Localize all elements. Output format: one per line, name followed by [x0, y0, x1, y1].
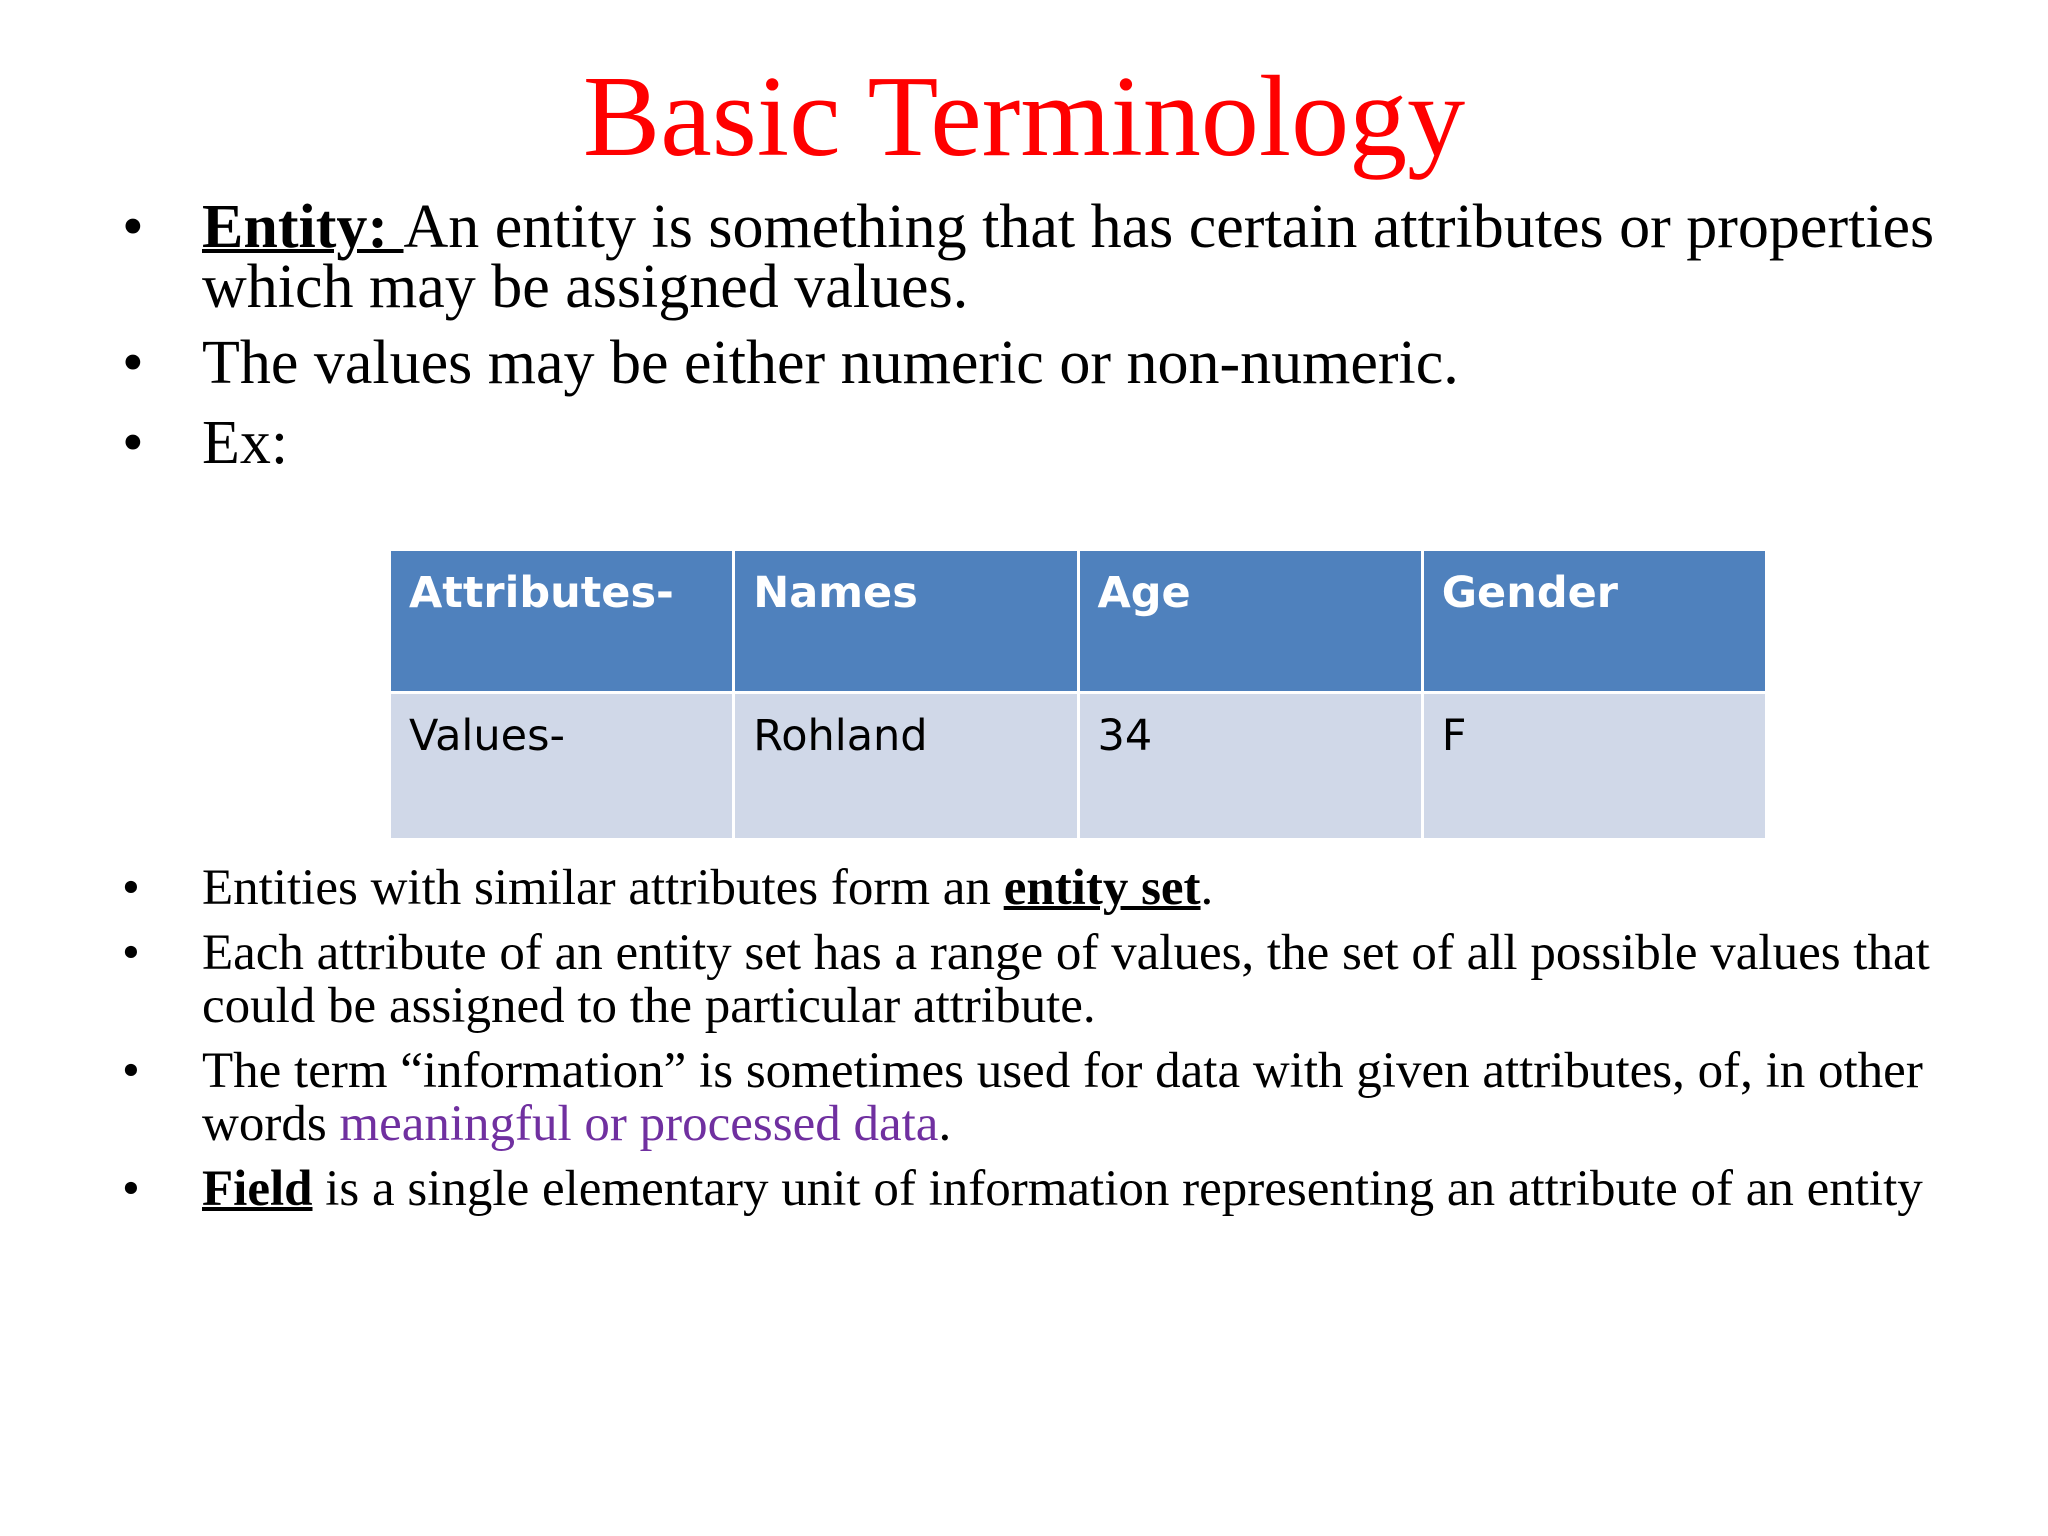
bullet-dot: • [122, 329, 144, 397]
bullet-entity-set [0, 862, 2048, 915]
bullet-information [0, 1045, 2048, 1151]
term-field: Field [202, 1161, 313, 1217]
table-cell: Rohland [734, 693, 1078, 840]
example-table-container [388, 548, 1768, 838]
example-label: Ex: [202, 409, 289, 477]
slide-title: Basic Terminology [582, 53, 1466, 181]
bullet-dot: • [122, 409, 144, 477]
table-cell: 34 [1078, 693, 1422, 840]
attribute-range-text: Each attribute of an entity set has a range of values, the set of all possible values that could be assigned to the particular attribute. [202, 925, 1930, 1034]
bullet-values-type [0, 329, 2048, 397]
entity-definition-text: An entity is something that has certain attributes or properties which may be assigned values. [202, 193, 1935, 321]
term-entity: Entity: [202, 193, 404, 261]
bullet-dot: • [122, 1161, 140, 1217]
entity-set-text-after: . [1200, 860, 1214, 916]
entity-set-text-before: Entities with similar attributes form an [202, 860, 1004, 916]
bullet-list-bottom [0, 862, 2048, 1228]
table-header-cell: Names [734, 550, 1078, 693]
bullet-list-top [0, 193, 2048, 489]
values-type-text: The values may be either numeric or non-numeric. [202, 329, 1459, 397]
table-row [390, 693, 1767, 840]
bullet-field [0, 1163, 2048, 1216]
term-entity-set: entity set [1003, 860, 1201, 916]
bullet-entity-definition [0, 193, 2048, 321]
example-table [388, 548, 1768, 841]
field-definition-text: is a single elementary unit of information representing an attribute of an entity [312, 1161, 1923, 1217]
table-header-row [390, 550, 1767, 693]
bullet-dot: • [122, 925, 140, 981]
table-header-cell: Gender [1422, 550, 1766, 693]
bullet-attribute-range [0, 927, 2048, 1033]
bullet-dot: • [122, 860, 140, 916]
table-header-cell: Attributes- [390, 550, 734, 693]
bullet-dot: • [122, 193, 144, 261]
table-cell: F [1422, 693, 1766, 840]
table-header-cell: Age [1078, 550, 1422, 693]
table-cell: Values- [390, 693, 734, 840]
information-text-after: . [938, 1096, 952, 1152]
bullet-dot: • [122, 1043, 140, 1099]
bullet-example [0, 409, 2048, 477]
information-text-before: The term “information” is sometimes used for data with given attributes, of, in other words [202, 1043, 1923, 1152]
information-highlight: meaningful or processed data [339, 1096, 939, 1152]
